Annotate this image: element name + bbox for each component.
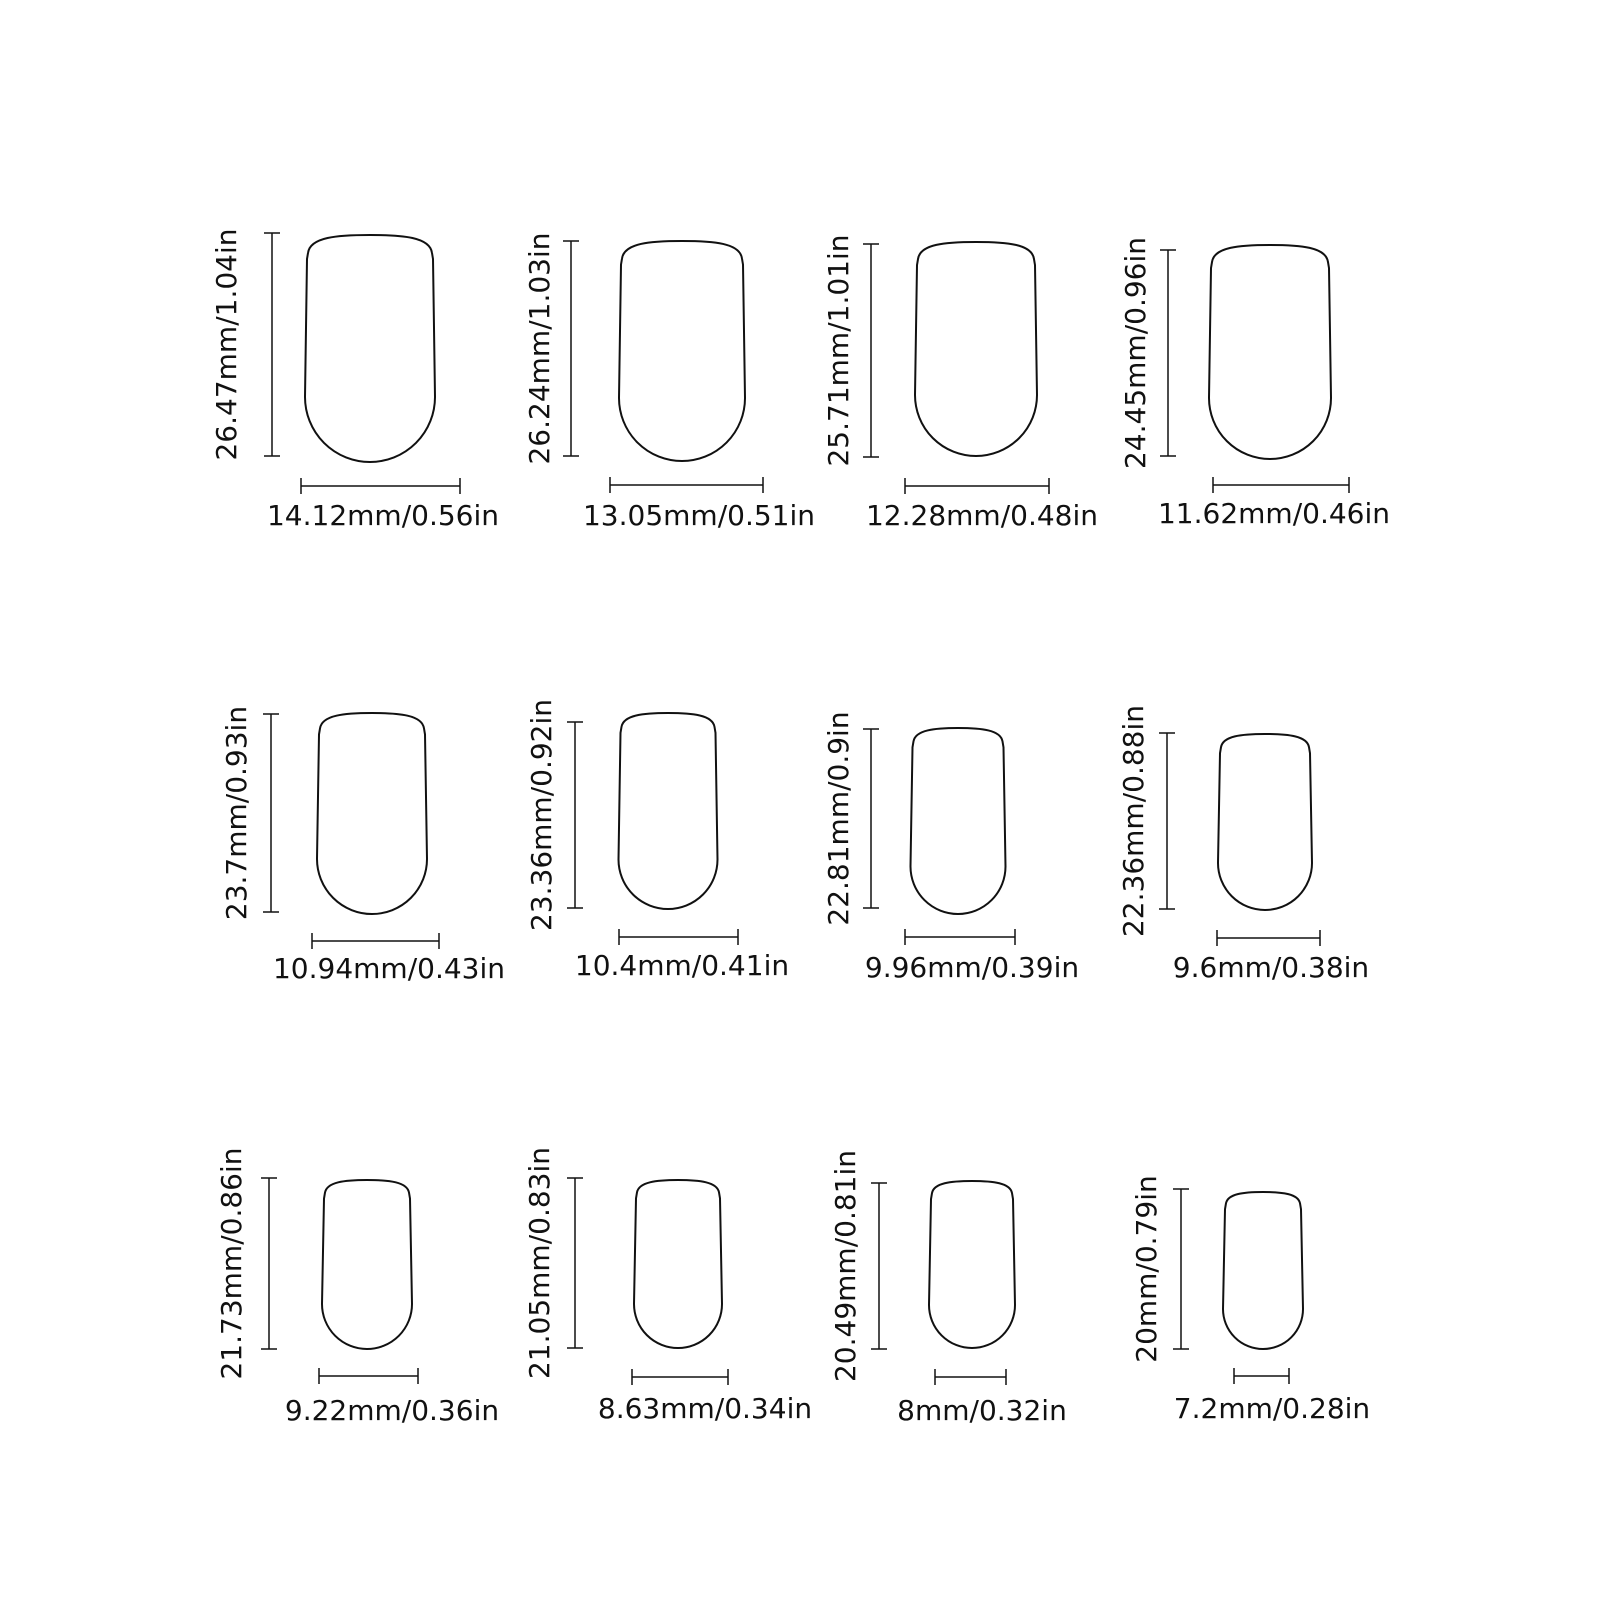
length-dimension-line [863,729,879,908]
length-dimension-line [863,244,879,457]
length-dimension-line [563,241,579,456]
width-label: 12.28mm/0.48in [865,499,1099,532]
length-label: 23.7mm/0.93in [220,705,253,921]
width-label: 8mm/0.32in [897,1394,1067,1427]
width-dimension-line [619,929,738,945]
nail-item [822,711,1079,984]
width-label: 14.12mm/0.56in [266,499,500,532]
nail-outline [1223,1192,1303,1349]
width-label: 10.4mm/0.41in [574,949,790,982]
nail-outline [1209,245,1331,459]
length-label: 21.05mm/0.83in [523,1146,556,1380]
length-dimension-line [261,1178,277,1349]
nail-item [822,234,1098,532]
width-dimension-line [610,477,763,493]
nail-item [523,232,815,532]
nail-outline [911,728,1006,914]
length-dimension-line [263,714,279,912]
nail-item [210,228,499,532]
width-dimension-line [905,478,1049,494]
length-label: 21.73mm/0.86in [215,1147,248,1380]
width-dimension-line [301,478,460,494]
length-label: 20.49mm/0.81in [829,1149,862,1383]
width-dimension-line [1213,477,1349,493]
length-dimension-line [264,233,280,456]
width-dimension-line [312,933,439,949]
nail-item [215,1147,499,1427]
width-dimension-line [935,1369,1006,1385]
width-label: 9.22mm/0.36in [284,1394,500,1427]
width-label: 9.6mm/0.38in [1172,951,1370,984]
length-label: 24.45mm/0.96in [1119,236,1152,470]
length-dimension-line [1159,733,1175,909]
nail-outline [915,242,1037,456]
nail-outline [634,1180,722,1348]
nail-outline [619,713,718,909]
width-label: 7.2mm/0.28in [1173,1392,1371,1425]
width-dimension-line [319,1368,418,1384]
length-dimension-line [871,1183,887,1349]
nail-outline [317,713,427,914]
width-label: 10.94mm/0.43in [272,952,506,985]
nail-item [1130,1175,1370,1425]
nail-item [525,699,789,982]
width-label: 11.62mm/0.46in [1157,497,1391,530]
length-label: 20mm/0.79in [1130,1175,1163,1363]
width-dimension-line [905,929,1015,945]
width-dimension-line [1217,930,1320,946]
width-dimension-line [632,1369,728,1385]
nail-outline [929,1181,1015,1348]
nail-outline [322,1180,412,1349]
nail-outline [1218,734,1312,910]
length-label: 26.24mm/1.03in [523,232,556,465]
width-dimension-line [1234,1368,1289,1384]
width-label: 13.05mm/0.51in [582,499,816,532]
length-dimension-line [567,722,583,908]
length-label: 25.71mm/1.01in [822,234,855,467]
nail-item [1117,705,1369,984]
nail-item [523,1147,812,1425]
width-label: 8.63mm/0.34in [597,1392,813,1425]
nail-item [829,1150,1067,1427]
length-dimension-line [1173,1189,1189,1349]
length-dimension-line [1160,250,1176,456]
width-label: 9.96mm/0.39in [864,951,1080,984]
length-dimension-line [567,1178,583,1348]
length-label: 22.81mm/0.9in [822,711,855,926]
nail-item [1119,237,1390,530]
length-label: 23.36mm/0.92in [525,698,558,932]
nail-item [220,706,505,985]
nail-outline [305,235,435,462]
nail-outline [619,241,745,461]
length-label: 26.47mm/1.04in [210,228,243,461]
length-label: 22.36mm/0.88in [1117,704,1150,938]
